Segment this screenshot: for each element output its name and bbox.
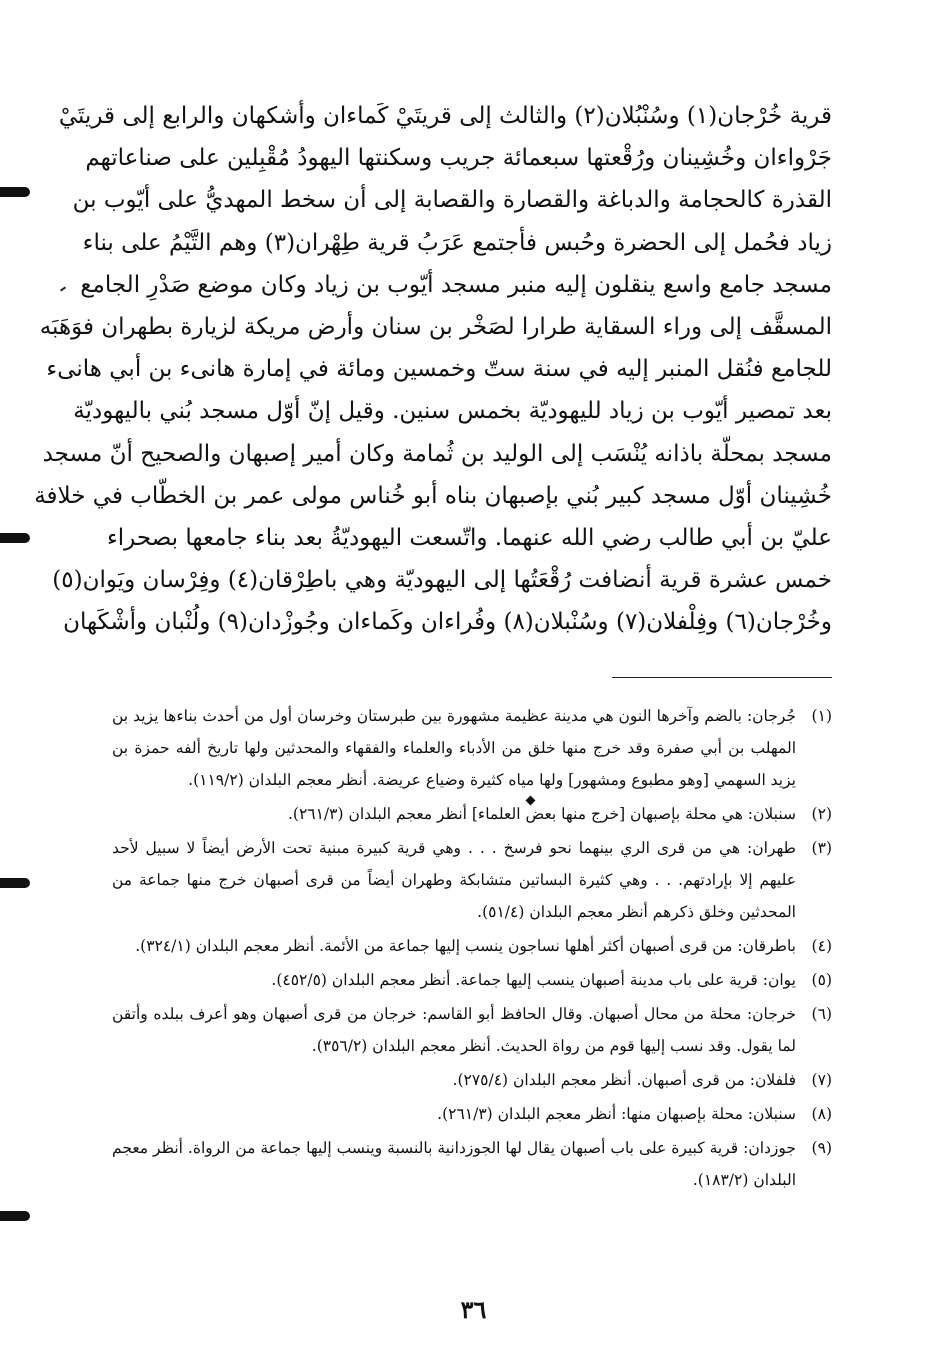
footnote-number: (٧) [811, 1071, 832, 1089]
footnote-text: فلفلان: من قرى أصبهان. أنظر معجم البلدان (٢٧٥/٤). [452, 1071, 796, 1089]
text-line: مسجد جامع واسع ينقلون إليه منبر مسجد أيّوب بن زياد وكان موضع صَدْرِ الجامع [80, 271, 832, 298]
margin-mark [0, 187, 30, 197]
text-line: جَرْواءان وخُشِينان ورُقْعتها سبعمائة جريب وسكنتها اليهودُ مُقْبِلين على صناعاتهم [85, 145, 832, 172]
footnote-number: (١) [811, 707, 832, 725]
text-line: خمس عشرة قرية أنضافت رُقْعَتُها إلى اليهوديّة وهي باطِرْقان(٤) وفِرْسان ويَوان(٥) [52, 567, 832, 594]
footnote [112, 700, 832, 796]
margin-mark [0, 878, 30, 888]
margin-mark [0, 533, 30, 543]
text-line: المسقَّف إلى وراء السقاية طرارا لصَخْر بن سنان وأرض مريكة لزيارة بطهران فوَهَبَه [39, 313, 832, 340]
footnote-number: (٩) [811, 1139, 832, 1157]
footnote-text: جُرجان: بالضم وآخرها النون هي مدينة عظيمة مشهورة بين طبرستان وخرسان أول من أحدث بناءها يزيد بن المهلب بن أبي صفرة وقد خرج منها خلق من الأدباء والعلماء والفقهاء والمحدثين ولها تاريخ ألفه حمزة بن يزيد السهمي [وهو مطبوع ومشهور] ولها مياه كثيرة وضياع عريضة. أنظر معجم البلدان (١١٩/٢). [112, 707, 796, 789]
page-number: ٣٦ [460, 1295, 487, 1324]
text-line: للجامع فنُقل المنبر إليه في سنة ستّ وخمسين ومائة في إمارة هانىء بن أبي هانىء [46, 356, 832, 383]
footnote-text: جوزدان: قرية كبيرة على باب أصبهان يقال لها الجوزدانية بالنسبة وينسب إليها جماعة من الرواة. أنظر معجم البلدان (١٨٣/٢). [112, 1139, 796, 1189]
footnote [112, 964, 832, 996]
footnote [112, 1132, 832, 1196]
footnote [112, 798, 832, 830]
footnote-number: (٢) [811, 805, 832, 823]
text-line: خُشِينان أوّل مسجد كبير بُني بإصبهان بناه أبو خُناس مولى عمر بن الخطّاب في خلافة [34, 482, 832, 509]
text-line: بعد تمصير أيّوب بن زياد لليهوديّة بخمس سنين. وقيل إنّ أوّل مسجد بُني باليهوديّة [73, 398, 832, 425]
margin-mark [0, 1211, 30, 1221]
footnote-text: باطرقان: من قرى أصبهان أكثر أهلها نساجون ينسب إليها جماعة من الأئمة. أنظر معجم البلدان (٣٢٤/١). [135, 937, 796, 955]
footnote-divider [612, 677, 832, 678]
footnote-number: (٨) [811, 1105, 832, 1123]
footnote-text: طهران: هي من قرى الري بينهما نحو فرسخ . . . وهي قرية كبيرة مبنية تحت الأرض أيضاً لا سبيل لأحد عليهم إلا بإرادتهم. . . وهي كثيرة البساتين متشابكة وطهران أيضاً من قرى أصبهان خرج منها جماعة من المحدثين وخلق ذكرهم أنظر معجم البلدان (٥١/٤). [112, 839, 796, 921]
footnote-number: (٤) [811, 937, 832, 955]
text-line: مسجد بمحلّة باذانه يُنْسَب إلى الوليد بن ثُمامة وكان أمير إصبهان والصحيح أنّ مسجد [42, 440, 832, 467]
text-line: قرية خُرْجان(١) وسُنْبُلان(٢) والثالث إلى قريتَيْ كَماءان وأشكهان والرابع إلى قريتَيْ [58, 103, 832, 129]
footnote-text: يوان: قرية على باب مدينة أصبهان ينسب إليها جماعة. أنظر معجم البلدان (٤٥٢/٥). [271, 971, 796, 989]
text-line: وخُرْجان(٦) وفِلْفلان(٧) وسُنْبلان(٨) وفُراءان وكَماءان وجُوزْدان(٩) ولُنْبان وأشْكَهان [63, 609, 832, 636]
margin-tick [60, 286, 66, 291]
footnote [112, 1098, 832, 1130]
footnotes [112, 700, 832, 1196]
footnote [112, 832, 832, 928]
footnote-text: خرجان: محلة من محال أصبهان. وقال الحافظ أبو القاسم: خرجان من قرى أصبهان وهو أعرف ببلده وأتقن لما يقول. وقد نسب إليها قوم من رواة الحديث. أنظر معجم البلدان (٣٥٦/٢). [112, 1005, 796, 1055]
footnote-number: (٦) [811, 1005, 832, 1023]
text-line: زياد فحُمل إلى الحضرة وحُبس فأجتمع عَرَبُ قرية طِهْران(٣) وهم التَّيْمُ على بناء [82, 229, 832, 256]
footnote-number: (٣) [811, 839, 832, 857]
footnote [112, 930, 832, 962]
footnote-text: سنبلان: هي محلة بإصبهان [خرج منها بعض العلماء] أنظر معجم البلدان (٢٦١/٣). [287, 805, 796, 823]
text-line: القذرة كالحجامة والدباغة والقصارة والقصابة إلى أن سخط المهديُّ على أيّوب بن [72, 187, 832, 214]
text-line: عليّ بن أبي طالب رضي الله عنهما. واتّسعت اليهوديّةُ بعد بناء جامعها بصحراء [106, 524, 832, 551]
footnote [112, 998, 832, 1062]
footnote [112, 1064, 832, 1096]
main-text [34, 95, 832, 643]
footnote-number: (٥) [811, 971, 832, 989]
footnote-text: سنبلان: محلة بإصبهان منها: أنظر معجم البلدان (٢٦١/٣). [437, 1105, 796, 1123]
